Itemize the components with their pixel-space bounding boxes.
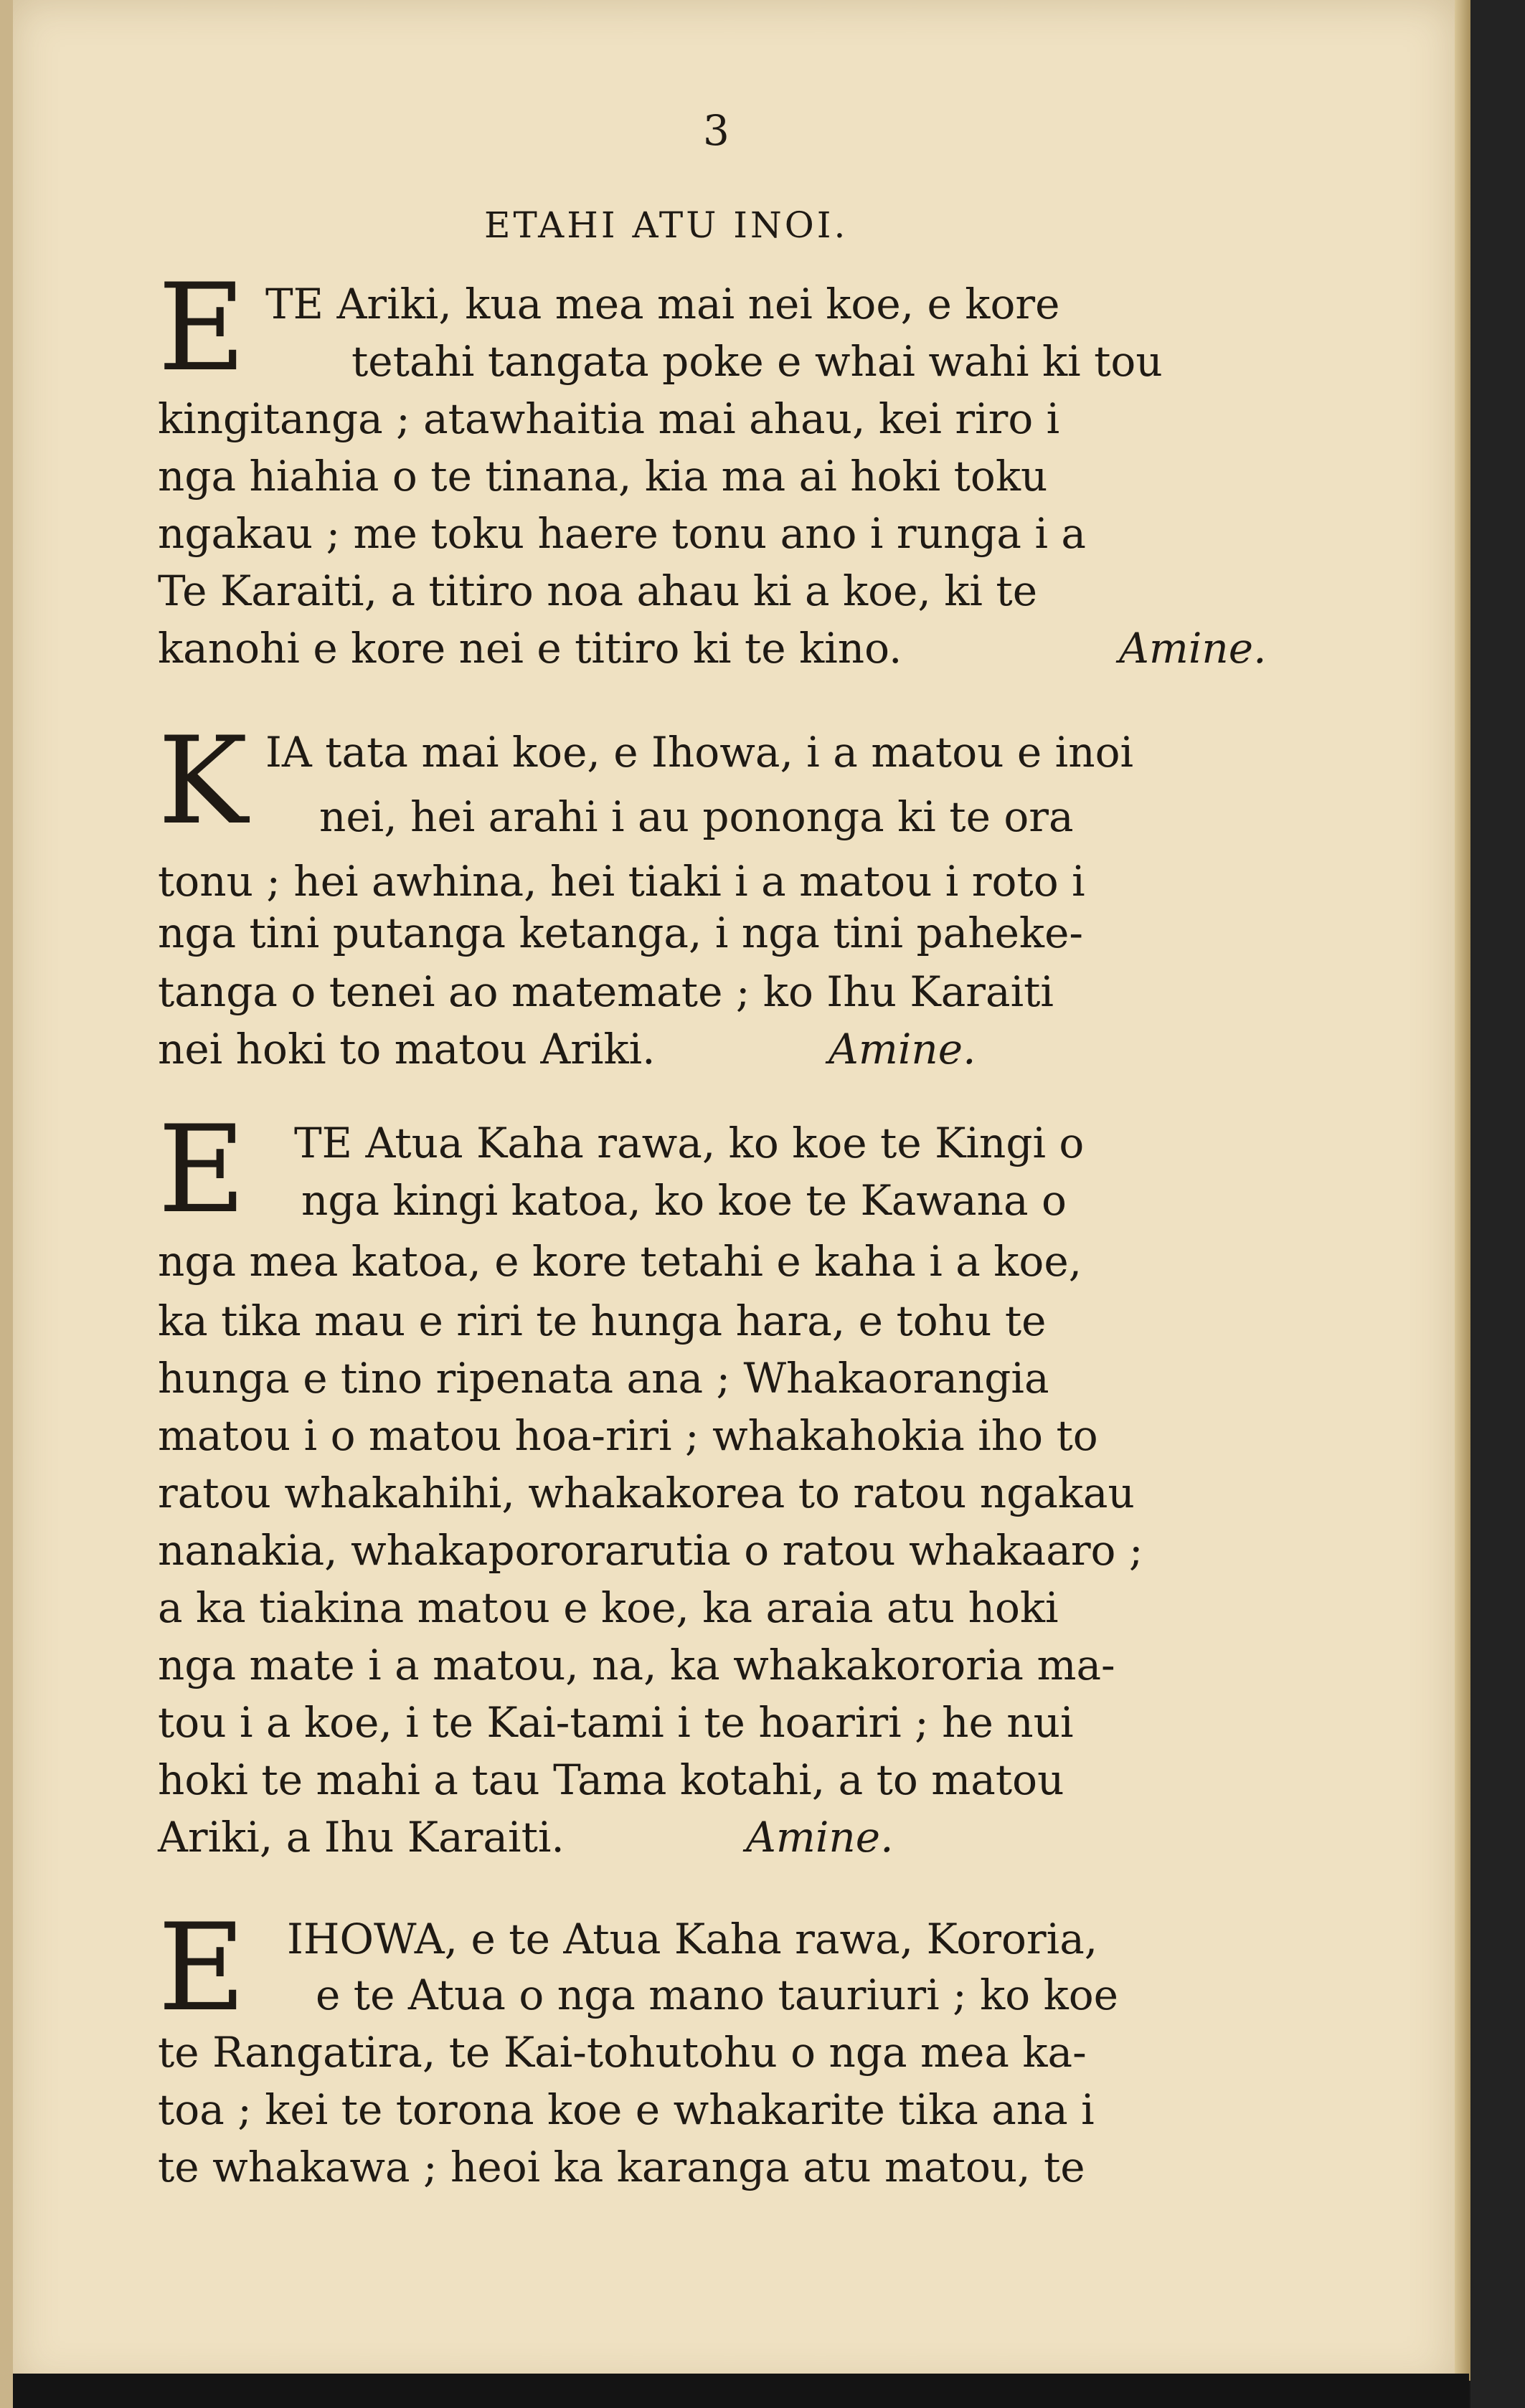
prayer-1 <box>158 257 1349 678</box>
text-line: nga mea katoa, e kore tetahi e kaha i a koe, <box>158 1237 1082 1286</box>
text-line: kanohi e kore nei e titiro ki te kino. <box>158 624 902 673</box>
page-left-edge <box>0 0 13 2408</box>
text-line: te whakawa ; heoi ka karanga atu matou, te <box>158 2143 1085 2191</box>
drop-cap: E <box>158 257 246 398</box>
text-line: a ka tiakina matou e koe, ka araia atu hoki <box>158 1583 1059 1632</box>
prayer-4 <box>158 1897 1349 2227</box>
amen: Amine. <box>746 1813 894 1862</box>
drop-cap: E <box>158 1897 246 2038</box>
text-line: kingitanga ; atawhaitia mai ahau, kei riro i <box>158 394 1060 443</box>
amen: Amine. <box>1119 624 1267 673</box>
text-line: tou i a koe, i te Kai-tami i te hoariri ; he nui <box>158 1698 1074 1747</box>
text-line: toa ; kei te torona koe e whakarite tika ana i <box>158 2085 1095 2134</box>
text-line: ka tika mau e riri te hunga hara, e tohu te <box>158 1297 1047 1345</box>
text-line: tetahi tangata poke e whai wahi ki tou <box>351 337 1163 386</box>
text-line: nei, hei arahi i au pononga ki te ora <box>319 792 1074 841</box>
text-line: hoki te mahi a tau Tama kotahi, a to matou <box>158 1755 1064 1804</box>
text-line: nanakia, whakapororarutia o ratou whakaaro ; <box>158 1526 1143 1575</box>
text-line: ngakau ; me toku haere tonu ano i runga i a <box>158 509 1087 558</box>
bottom-shadow <box>13 2374 1469 2408</box>
amen: Amine. <box>828 1025 976 1073</box>
text-line: nga hiahia o te tinana, kia ma ai hoki toku <box>158 452 1048 501</box>
book-cover-edge <box>1470 0 1525 2408</box>
text-line: e te Atua o nga mano tauriuri ; ko koe <box>316 1971 1118 2019</box>
text-line: IA tata mai koe, e Ihowa, i a matou e inoi <box>265 728 1134 777</box>
drop-cap: E <box>158 1099 246 1240</box>
text-line: tanga o tenei ao matemate ; ko Ihu Karaiti <box>158 967 1054 1016</box>
drop-cap: K <box>158 711 248 851</box>
text-line: matou i o matou hoa-riri ; whakahokia iho to <box>158 1411 1098 1460</box>
text-line: nga kingi katoa, ko koe te Kawana o <box>301 1176 1067 1225</box>
text-line: tonu ; hei awhina, hei tiaki i a matou i roto i <box>158 857 1085 906</box>
text-line: TE Atua Kaha rawa, ko koe te Kingi o <box>294 1119 1085 1167</box>
text-line: IHOWA, e te Atua Kaha rawa, Kororia, <box>287 1915 1098 1963</box>
text-line: Ariki, a Ihu Karaiti. <box>158 1813 565 1862</box>
text-line: nei hoki to matou Ariki. <box>158 1025 656 1073</box>
text-line: TE Ariki, kua mea mai nei koe, e kore <box>265 280 1060 328</box>
text-line: te Rangatira, te Kai-tohutohu o nga mea ka- <box>158 2028 1087 2077</box>
text-line: Te Karaiti, a titiro noa ahau ki a koe, ki te <box>158 567 1038 615</box>
text-line: nga mate i a matou, na, ka whakakororia ma- <box>158 1641 1115 1689</box>
text-line: hunga e tino ripenata ana ; Whakaorangia <box>158 1354 1049 1403</box>
text-line: ratou whakahihi, whakakorea to ratou ngakau <box>158 1469 1135 1517</box>
page-stack-edge <box>1455 0 1470 2381</box>
section-heading: ETAHI ATU INOI. <box>484 204 849 246</box>
text-line: nga tini putanga ketanga, i nga tini paheke- <box>158 909 1083 957</box>
page-number: 3 <box>703 106 730 155</box>
prayer-2 <box>158 711 1349 1090</box>
prayer-3 <box>158 1099 1349 1882</box>
